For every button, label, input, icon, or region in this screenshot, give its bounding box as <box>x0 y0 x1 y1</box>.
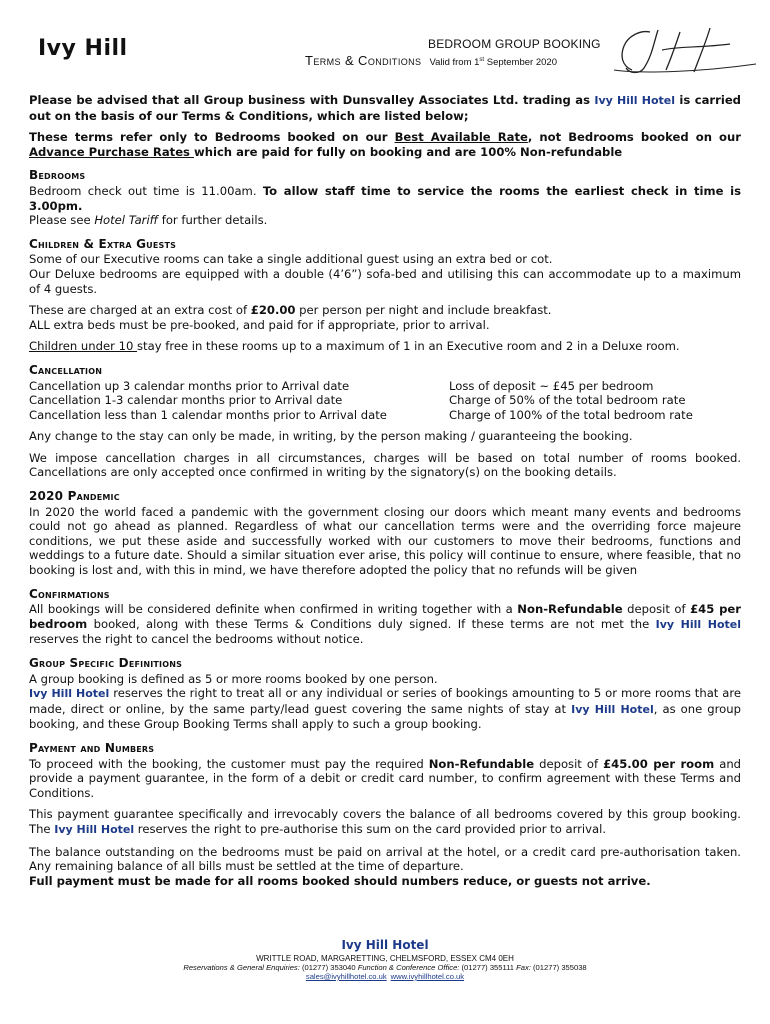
confirmations-text: All bookings will be considered definite when confirmed in writing together with a Non-Refundable deposit of £45 per bedroom booked, along with these Terms & Conditions duly signed. If these terms are not met the Ivy Hill Hotel reserves the right to cancel the bedrooms without notice. <box>29 602 741 647</box>
footer-links <box>0 972 770 981</box>
terms-content <box>29 93 741 895</box>
children-text-3: Children under 10 stay free in these rooms up to a maximum of 1 in an Executive room and 2 in a Deluxe room. <box>29 339 680 354</box>
payment-text-3: The balance outstanding on the bedrooms must be paid on arrival at the hotel, or a credit card pre-authorisation taken. Any remaining balance of all bills must be settled at the time of departure. <box>29 844 741 874</box>
bedrooms-text: Bedroom check out time is 11.00am. To allow staff time to service the rooms the earliest check in time is 3.00pm. Please see Hotel Tariff for further details. <box>29 183 741 228</box>
section-heading-confirmations: Confirmations <box>29 586 110 601</box>
children-text-2: These are charged at an extra cost of £20.00 per person per night and include breakfast. ALL extra beds must be pre-booked, and paid for if appropriate, prior to arrival. <box>29 303 552 332</box>
footer-address: WRITTLE ROAD, MARGARETTING, CHELMSFORD, ESSEX CM4 0EH <box>256 954 514 963</box>
cancellation-table <box>29 379 741 423</box>
hotel-logo: Ivy Hill <box>38 36 128 61</box>
payment-text-2: This payment guarantee specifically and irrevocably covers the balance of all bedrooms covered by this group booking. The Ivy Hill Hotel reserves the right to pre-authorise this sum on the card provided prior to arrival. <box>29 807 741 836</box>
table-row: Cancellation 1-3 calendar months prior to Arrival date Charge of 50% of the total bedroom rate <box>29 393 686 408</box>
footer-brand: Ivy Hill Hotel <box>341 938 429 952</box>
section-heading-bedrooms: Bedrooms <box>29 168 86 183</box>
section-heading-payment: Payment and Numbers <box>29 740 155 755</box>
pandemic-text: In 2020 the world faced a pandemic with the government closing our doors which meant many events and bedrooms could not go ahead as planned. Regardless of what our cancellation terms were and the overriding force majeure conditions, we put these aside and successfully worked with our customers to move their bedrooms, functions and weddings to a future date. Should a similar situation ever arise, this policy will continue to ensure, where feasible, that no booking is lost and, with this in mind, we have therefore adopted the policy that no refunds will be given <box>29 504 741 578</box>
cancellation-text-1: Any change to the stay can only be made, in writing, by the person making / guaranteeing the booking. <box>29 429 633 444</box>
document-subtitle <box>305 53 557 68</box>
ih-monogram-logo <box>610 26 760 76</box>
group-text: A group booking is defined as 5 or more rooms booked by one person. Ivy Hill Hotel reserves the right to treat all or any individual or series of bookings amounting to 5 or more rooms that are made, direct or online, by the same party/lead guest covering the same nights of stay at Ivy Hill Hotel, as one group booking, and these Group Booking Terms shall apply to such a group booking. <box>29 671 741 732</box>
payment-text-4: Full payment must be made for all rooms booked should numbers reduce, or guests not arrive. <box>29 873 651 888</box>
section-heading-group: Group Specific Definitions <box>29 656 183 670</box>
terms-title: Terms & Conditions <box>305 53 422 68</box>
valid-from: Valid from 1st September 2020 <box>429 56 557 68</box>
table-row: Cancellation up 3 calendar months prior to Arrival date Loss of deposit ~ £45 per bedroom <box>29 378 654 393</box>
section-heading-cancellation: Cancellation <box>29 362 103 377</box>
email-link[interactable]: sales@ivyhillhotel.co.uk <box>305 972 387 981</box>
children-text-1: Some of our Executive rooms can take a single additional guest using an extra bed or cot. Our Deluxe bedrooms are equipped with a double (4’6”) sofa-bed and utilising this can accommodate up to a maximum of 4 guests. <box>29 252 741 296</box>
section-heading-pandemic: 2020 Pandemic <box>29 489 120 504</box>
intro-paragraph-1: Please be advised that all Group business with Dunsvalley Associates Ltd. trading as Ivy Hill Hotel is carried out on the basis of our Terms & Conditions, which are listed below; <box>29 93 741 123</box>
cancellation-text-2: We impose cancellation charges in all circumstances, charges will be based on total number of rooms booked. Cancellations are only accepted once confirmed in writing by the signatory(s) on the booking details. <box>29 450 741 480</box>
section-heading-children: Children & Extra Guests <box>29 236 177 251</box>
document-title: BEDROOM GROUP BOOKING <box>428 37 601 51</box>
table-row: Cancellation less than 1 calendar months prior to Arrival date Charge of 100% of the total bedroom rate <box>29 407 693 422</box>
payment-text-1: To proceed with the booking, the customer must pay the required Non-Refundable deposit of £45.00 per room and provide a payment guarantee, in the form of a debit or credit card number, to confirm agreement with these Terms and Conditions. <box>29 756 742 800</box>
intro-paragraph-2: These terms refer only to Bedrooms booked on our Best Available Rate, not Bedrooms booked on our Advance Purchase Rates which are paid for fully on booking and are 100% Non-refundable <box>29 130 741 159</box>
website-link[interactable]: www.ivyhillhotel.co.uk <box>390 972 465 981</box>
footer-contact: Reservations & General Enquiries: (01277) 353040 Function & Conference Office: (01277) 355111 Fax: (01277) 355038 <box>183 963 587 972</box>
page-footer <box>0 938 770 981</box>
